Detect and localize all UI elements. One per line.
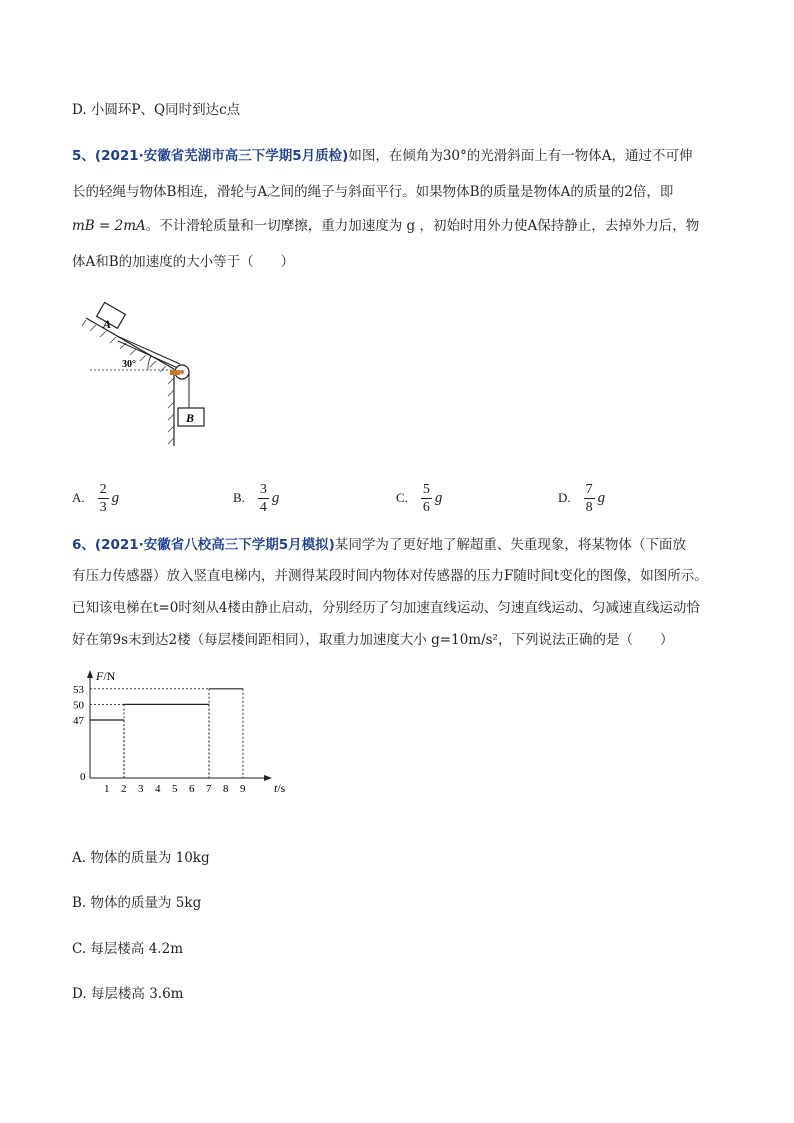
- q5-block-a-label: A: [103, 317, 112, 331]
- y-tick-label: 50: [73, 699, 84, 712]
- x-tick-label: 8: [223, 783, 229, 795]
- q5-number: 5、: [72, 148, 95, 164]
- q5-option-c[interactable]: [396, 478, 442, 518]
- y-tick-label: 47: [73, 715, 84, 727]
- prev-option-d: D. 小圆环P、Q同时到达c点: [72, 102, 241, 118]
- q6-option-a[interactable]: A. 物体的质量为 10kg: [72, 850, 210, 866]
- q5-option-b[interactable]: [233, 478, 279, 518]
- x-tick-label: 6: [189, 783, 195, 795]
- q6-line-1: [72, 535, 686, 555]
- q5-option-b-label: B.: [233, 490, 245, 505]
- q5-option-d-fraction: $\frac{7}{8}$: [585, 481, 593, 515]
- q5-angle-label: 30°: [122, 359, 136, 370]
- y-axis-arrow: [87, 670, 93, 678]
- x-tick-label: 1: [104, 783, 110, 795]
- q5-option-a[interactable]: [72, 478, 119, 518]
- x-tick-label: 9: [240, 783, 246, 795]
- q6-line-3: 已知该电梯在t=0时刻从4楼由静止启动，分别经历了匀加速直线运动、匀速直线运动、匀减速直线运动恰: [72, 600, 700, 616]
- q5-option-a-label: A.: [72, 490, 85, 505]
- q5-formula: mB = 2mA: [72, 218, 146, 234]
- q5-line3-text: 。不计滑轮质量和一切摩擦，重力加速度为 g ，初始时用外力使A保持静止，去掉外力后，物: [145, 218, 700, 234]
- q5-incline-figure: [82, 300, 222, 450]
- q6-line-2: 有压力传感器）放入竖直电梯内，并测得某段时间内物体对传感器的压力F随时间t变化的图像，如图所示。: [72, 568, 708, 584]
- q6-line-4: 好在第9s末到达2楼（每层楼间距相同），取重力加速度大小 g=10m/s²，下列说法正确的是（ ）: [72, 632, 674, 648]
- x-tick-label: 5: [172, 783, 178, 795]
- q5-line1-text: 如图，在倾角为30°的光滑斜面上有一物体A，通过不可伸: [348, 148, 693, 164]
- q6-option-c[interactable]: C. 每层楼高 4.2m: [72, 941, 183, 957]
- q5-option-c-fraction: $\frac{5}{6}$: [422, 481, 430, 515]
- q5-option-d-label: D.: [558, 490, 571, 505]
- y-axis-label: F/N: [96, 669, 116, 683]
- q5-line-1: [72, 146, 693, 166]
- q6-option-d[interactable]: D. 每层楼高 3.6m: [72, 986, 184, 1002]
- x-axis-label: t/s: [274, 781, 286, 795]
- q5-option-a-fraction: $\frac{2}{3}$: [99, 481, 107, 515]
- q6-number: 6、: [72, 537, 95, 553]
- q5-line-3: [72, 216, 699, 236]
- x-axis-arrow: [264, 775, 272, 781]
- q5-line-4: 体A和B的加速度的大小等于（ ）: [72, 254, 295, 270]
- q5-block-b-label: B: [186, 411, 195, 425]
- q5-line-2: 长的轻绳与物体B相连，滑轮与A之间的绳子与斜面平行。如果物体B的质量是物体A的质量的2倍，即: [72, 184, 674, 200]
- q5-source: (2021·安徽省芜湖市高三下学期5月质检): [94, 148, 349, 164]
- q5-option-b-var: g: [271, 489, 280, 506]
- q5-option-d[interactable]: [558, 478, 605, 518]
- q5-option-b-fraction: $\frac{3}{4}$: [259, 481, 267, 515]
- x-tick-label: 7: [206, 783, 212, 795]
- x-tick-label: 4: [155, 783, 161, 795]
- q5-option-c-var: g: [434, 489, 443, 506]
- q6-force-time-chart: [64, 666, 284, 796]
- y-tick-label: 53: [73, 683, 84, 696]
- x-tick-label: 3: [138, 783, 144, 795]
- x-tick-label: 2: [121, 783, 127, 795]
- q6-line1-text: 某同学为了更好地了解超重、失重现象，将某物体（下面放: [334, 537, 686, 553]
- q6-option-b[interactable]: B. 物体的质量为 5kg: [72, 895, 202, 911]
- q5-option-c-label: C.: [396, 490, 408, 505]
- q5-option-d-var: g: [597, 489, 606, 506]
- q5-option-a-var: g: [111, 489, 120, 506]
- y-tick-label: 0: [80, 771, 86, 783]
- q6-source: (2021·安徽省八校高三下学期5月模拟): [94, 537, 335, 553]
